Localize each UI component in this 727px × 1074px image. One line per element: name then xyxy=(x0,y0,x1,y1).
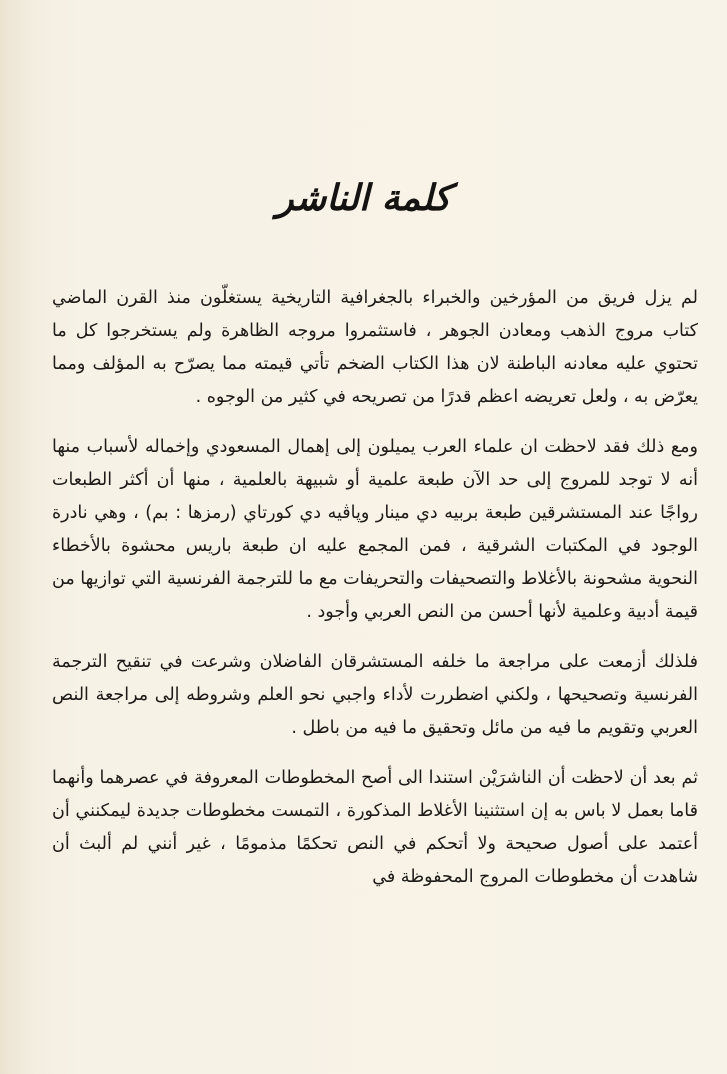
paragraph-4: ثم بعد أن لاحظت أن الناشرَيْن استندا الى أصح المخطوطات المعروفة في عصرهما وأنهما قاما بعمل لا باس به إن استثنينا الأغلاط المذكورة ، التمست مخطوطات جديدة ليمكنني أن أعتمد على أصول صحيحة ولا أتحكم في النص تحكمًا مذمومًا ، غير أنني لم ألبث أن شاهدت أن مخطوطات المروج المحفوظة في xyxy=(52,768,698,887)
paragraph-2: ومع ذلك فقد لاحظت ان علماء العرب يميلون إلى إهمال المسعودي وإخماله لأسباب منها أنه لا توجد للمروج إلى حد الآن طبعة علمية أو شبيهة بالعلمية ، منها أن أكثر الطبعات رواجًا عند المستشرقين طبعة بربيه دي مينار وپاڤيه دي كورتاي (رمزها : بم) ، وهي نادرة الوجود في المكتبات الشرقية ، فمن المجمع عليه ان طبعة باريس محشوة بالأخطاء النحوية مشحونة بالأغلاط والتصحيفات والتحريفات مع ما للترجمة الفرنسية التي توازيها من قيمة أدبية وعلمية لأنها أحسن من النص العربي وأجود . xyxy=(52,437,698,622)
paragraph-1: لم يزل فريق من المؤرخين والخبراء بالجغرافية التاريخية يستغلّون منذ القرن الماضي كتاب مروج الذهب ومعادن الجوهر ، فاستثمروا مروجه الظاهرة ولم يستخرجوا كل ما تحتوي عليه معادنه الباطنة لان هذا الكتاب الضخم تأتي قيمته مما يصرّح به المؤلف ومما يعرّض به ، ولعل تعريضه اعظم قدرًا من تصريحه في كثير من الوجوه . xyxy=(52,288,698,407)
page-title: كلمة الناشر xyxy=(276,178,451,219)
body-text xyxy=(52,282,698,911)
paragraph-3: فلذلك أزمعت على مراجعة ما خلفه المستشرقان الفاضلان وشرعت في تنقيح الترجمة الفرنسية وتصحيحها ، ولكني اضطررت لأداء واجبي نحو العلم وشروطه إلى مراجعة النص العربي وتقويم ما فيه من مائل وتحقيق ما فيه من باطل . xyxy=(52,652,698,738)
